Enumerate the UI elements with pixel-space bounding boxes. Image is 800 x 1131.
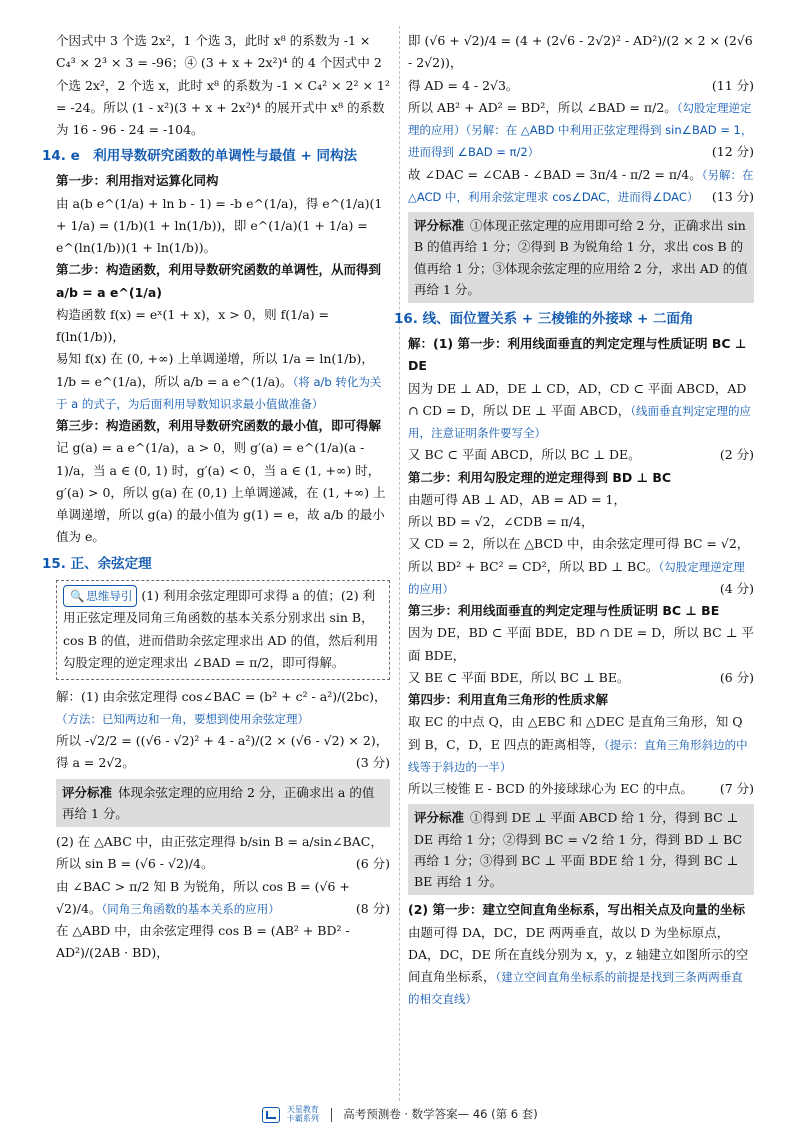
solution-text: (2) 在 △ABC 中，由正弦定理得 b/sin B = a/sin∠BAC，所以 sin B = (√6 - √2)/4。: [56, 834, 383, 872]
question-heading: 16. 线、面位置关系 + 三棱锥的外接球 + 二面角: [394, 311, 694, 327]
solution-text: 因为 DE，BD ⊂ 平面 BDE，BD ∩ DE = D，所以 BC ⊥ 平面 BDE，: [408, 625, 754, 663]
solution-text-block: [56, 437, 390, 548]
right-column: [394, 30, 754, 1011]
solution-text: 由 a(b e^(1/a) + ln b - 1) = -b e^(1/a)，得 e^(1/a)(1 + 1/a) = (1/b)(1 + ln(1/b))，即 e^(1/a)(1 + 1/a) = e^(ln(1/b))(1 + ln(1/b))。: [56, 195, 383, 256]
solution-text: 构造函数 f(x) = eˣ(1 + x)，x > 0，则 f(1/a) = f(ln(1/b))，: [56, 306, 330, 345]
solution-text: 又 BC ⊂ 平面 ABCD，所以 BC ⊥ DE。: [408, 447, 641, 463]
scoring-criteria-box: [56, 779, 390, 828]
thinking-guide-label: 思维导引: [86, 588, 133, 603]
step-heading: 第二步：构造函数，利用导数研究函数的单调性，从而得到 a/b = a e^(1/a): [56, 262, 382, 300]
footer-title: 高考预测卷 · 数学答案— 46 (第 6 套): [343, 1107, 538, 1121]
step-heading: 第三步：利用线面垂直的判定定理与性质证明 BC ⊥ BE: [408, 603, 720, 619]
solution-text-block: [56, 920, 390, 965]
solution-text: 又 CD = 2，所以在 △BCD 中，由余弦定理可得 BC = √2，所以 BD² + BC² = CD²，所以 BD ⊥ BC。: [408, 536, 750, 574]
solution-text: 解：(1) 由余弦定理得 cos∠BAC = (b² + c² - a²)/(2bc)，: [56, 688, 387, 704]
scoring-criteria-label: 评分标准: [414, 218, 465, 233]
scoring-criteria-box: [408, 212, 754, 303]
score-mark: (11 分): [711, 77, 754, 93]
solution-text: 所以 BD = √2，∠CDB = π/4，: [408, 514, 594, 530]
footer-separator: [331, 1108, 332, 1122]
score-mark: (4 分): [719, 580, 754, 596]
step-heading: 第一步：利用指对运算化同构: [56, 173, 219, 189]
solution-text-block: [56, 876, 390, 921]
step-heading: 第二步：利用勾股定理的逆定理得到 BD ⊥ BC: [408, 469, 672, 485]
solution-text-block: [56, 30, 390, 141]
solution-text: 个因式中 3 个选 2x²，1 个选 3，此时 x⁸ 的系数为 -1 × C₄³ × 2³ × 3 = -96；④ (3 + x + 2x²)⁴ 的 4 个因式中 2 个选 2x²，2 个选 x，此时 x⁸ 的系数为 -1 × C₄² × 2² × 1² = -24。所以 (1 - x²)(3 + x + 2x²)⁴ 的展开式中 x⁸ 的系数为 16 - 96 - 24 = -104。: [56, 33, 390, 137]
solution-text-block: [408, 378, 754, 445]
solution-text: 故 ∠DAC = ∠CAB - ∠BAD = 3π/4 - π/2 = π/4。: [408, 166, 702, 182]
score-mark: (3 分): [355, 755, 390, 771]
solution-text: 即 (√6 + √2)/4 = (4 + (2√6 - 2√2)² - AD²)/(2 × 2 × (2√6 - 2√2))，: [408, 33, 753, 71]
scoring-criteria-text: 体现余弦定理的应用给 2 分，正确求出 a 的值再给 1 分。: [62, 784, 375, 821]
annotation-comment: （勾股定理逆定理的应用）（另解：在 △ABD 中利用正弦定理得到 sin∠BAD = 1，进而得到 ∠BAD = π/2）: [408, 100, 753, 160]
score-mark: (13 分): [711, 188, 754, 204]
solution-text-block: [56, 371, 390, 416]
solution-text-block: [56, 730, 390, 775]
solution-text: 由 ∠BAC > π/2 知 B 为锐角，所以 cos B = (√6 + √2)/4。: [56, 878, 350, 916]
solution-text-block: [408, 667, 754, 689]
solution-text: 在 △ABD 中，由余弦定理得 cos B = (AB² + BD² - AD²)/(2AB · BD)，: [56, 923, 350, 961]
publisher-logo-icon: [262, 1107, 280, 1123]
solution-text: 1/b = e^(1/a)，所以 a/b = a e^(1/a)。: [56, 373, 293, 389]
question-heading: 14. e 利用导数研究函数的单调性与最值 + 同构法: [42, 148, 357, 165]
step-heading: (2) 第一步：建立空间直角坐标系，写出相关点及向量的坐标: [408, 902, 745, 918]
solution-text: 所以三棱锥 E - BCD 的外接球球心为 EC 的中点。: [408, 781, 693, 797]
solution-text-block: [408, 922, 754, 1011]
solution-text-block: [56, 831, 390, 876]
solution-text-block: [56, 193, 390, 260]
scoring-criteria-text: ①体现正弦定理的应用即可给 2 分，正确求出 sin B 的值再给 1 分；②得到 B 为锐角给 1 分，求出 cos B 的值再给 1 分；③体现余弦定理的应用给 2 分，求出 AD 的值再给 1 分。: [414, 218, 748, 297]
thinking-guide-box: [56, 580, 390, 680]
thinking-guide-tag: [63, 585, 137, 608]
left-column: [42, 30, 390, 965]
annotation-comment: （线面垂直判定定理的应用，注意证明条件要写全）: [408, 403, 752, 441]
solution-text-block: [408, 489, 754, 511]
annotation-comment: （提示：直角三角形斜边的中线等于斜边的一半）: [408, 737, 748, 774]
score-mark: (7 分): [719, 781, 754, 797]
page-footer: [0, 1104, 800, 1124]
annotation-comment: （另解：在 △ACD 中，利用余弦定理求 cos∠DAC，进而得∠DAC）: [408, 167, 754, 204]
publisher-brand: [287, 1106, 319, 1124]
solution-text-block: [408, 622, 754, 667]
solution-text-block: [408, 164, 754, 209]
solution-text-block: [408, 778, 754, 800]
solution-text: 记 g(a) = a e^(1/a)，a > 0，则 g′(a) = e^(1/a)(a - 1)/a，当 a ∈ (0, 1) 时，g′(a) < 0，当 a ∈ (1, +∞) 时，g′(a) > 0，所以 g(a) 在 (0,1) 上单调递减，在 (1, +∞) 上单调递增，所以 g(a) 的最小值为 g(1) = e，故 a/b 的最小值为 e。: [56, 440, 386, 545]
score-mark: (6 分): [719, 669, 754, 685]
solution-text-block: [56, 348, 390, 370]
solution-text: 因为 DE ⊥ AD，DE ⊥ CD，AD，CD ⊂ 平面 ABCD，AD ∩ CD = D，所以 DE ⊥ 平面 ABCD，: [408, 380, 747, 418]
annotation-comment: （同角三角函数的基本关系的应用）: [101, 901, 280, 916]
solution-text-block: [408, 444, 754, 466]
solution-text-block: [408, 511, 754, 533]
step-heading: 解：(1) 第一步：利用线面垂直的判定定理与性质证明 BC ⊥ DE: [408, 336, 747, 374]
solution-text-block: [408, 75, 754, 97]
step-heading: 第三步：构造函数，利用导数研究函数的最小值，即可得解: [56, 418, 382, 434]
brand-line-1: 天星教育: [286, 1104, 319, 1114]
score-mark: (12 分): [711, 144, 754, 160]
solution-text: 易知 f(x) 在 (0, +∞) 上单调递增，所以 1/a = ln(1/b)，: [56, 351, 374, 367]
solution-text-block: [56, 304, 390, 349]
scoring-criteria-label: 评分标准: [62, 784, 113, 800]
step-heading: 第四步：利用直角三角形的性质求解: [408, 692, 609, 708]
score-mark: (6 分): [355, 856, 390, 872]
solution-text-block: [408, 97, 754, 164]
solution-text: 由题可得 AB ⊥ AD，AB = AD = 1，: [408, 491, 626, 507]
brand-line-2: 卡霸系列: [286, 1113, 319, 1123]
solution-text: 得 AD = 4 - 2√3。: [408, 77, 519, 93]
scoring-criteria-box: [408, 804, 754, 895]
solution-text-block: [408, 533, 754, 600]
solution-text-block: [56, 686, 390, 731]
column-divider: [399, 26, 401, 1101]
question-heading: 15. 正、余弦定理: [42, 555, 152, 572]
scoring-criteria-label: 评分标准: [414, 810, 465, 826]
solution-text: 又 BE ⊂ 平面 BDE，所以 BC ⊥ BE。: [408, 669, 630, 685]
solution-text-block: [408, 30, 754, 75]
solution-text: 所以 AB² + AD² = BD²，所以 ∠BAD = π/2。: [408, 99, 677, 115]
annotation-comment: （勾股定理逆定理的应用）: [408, 559, 745, 596]
scoring-criteria-text: ①得到 DE ⊥ 平面 ABCD 给 1 分，得到 BC ⊥ DE 再给 1 分；②得到 BC = √2 给 1 分，得到 BD ⊥ BC 再给 1 分；③得到 BC ⊥ 平面 BDE 给 1 分，得到 BC ⊥ BE 再给 1 分。: [414, 810, 743, 890]
solution-text-block: [408, 711, 754, 778]
annotation-comment: （方法：已知两边和一角，要想到使用余弦定理）: [56, 711, 309, 726]
annotation-comment: （将 a/b 转化为关于 a 的式子，为后面利用导数知识求最小值做准备）: [56, 374, 382, 411]
annotation-comment: （建立空间直角坐标系的前提是找到三条两两垂直的相交直线）: [408, 970, 743, 1007]
score-mark: (2 分): [719, 447, 754, 463]
solution-text: 所以 -√2/2 = ((√6 - √2)² + 4 - a²)/(2 × (√6 - √2) × 2)，得 a = 2√2。: [56, 733, 389, 771]
magnifier-icon: 🔍: [70, 588, 85, 603]
solution-text: 由题可得 DA，DC，DE 两两垂直，故以 D 为坐标原点，DA，DC，DE 所在直线分别为 x，y，z 轴建立如图所示的空间直角坐标系，: [408, 924, 749, 985]
solution-text: 取 EC 的中点 Q，由 △EBC 和 △DEC 是直角三角形，知 Q 到 B，C，D，E 四点的距离相等，: [408, 714, 743, 752]
thinking-guide-text: (1) 利用余弦定理即可求得 a 的值；(2) 利用正弦定理及同角三角函数的基本关系分别求出 sin B，cos B 的值，进而借助余弦定理求出 AD 的值，然后利用勾股定理的逆定理求出 ∠BAD = π/2，即可得解。: [63, 587, 379, 671]
score-mark: (8 分): [355, 900, 390, 916]
